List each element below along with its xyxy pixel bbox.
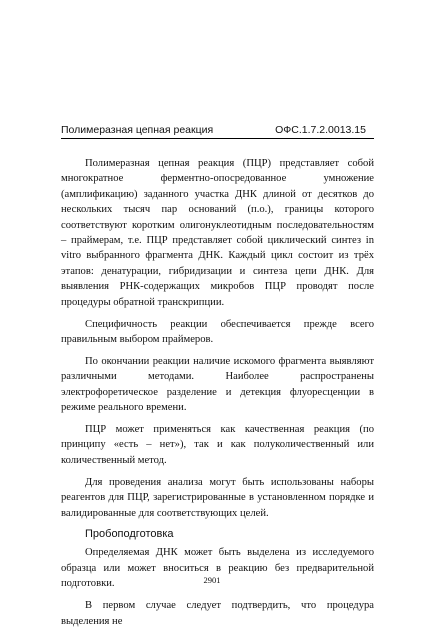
- body-text: [61, 156, 374, 635]
- paragraph-application: ПЦР может применяться как качественная реакция (по принципу «есть – нет»), так и как полуколичественный или количественный метод.: [61, 424, 374, 466]
- paragraph-pcr-definition: Полимеразная цепная реакция (ПЦР) представляет собой многократное ферментно-опосредованное умножение (амплификацию) заданного участка ДНК длиной от десятков до нескольких тысяч пар оснований (п.о.), границы которого соответствуют коротким олигонуклеотидным последовательностям – праймерам, т.е. ПЦР представляет собой циклический синтез in vitro выбранного фрагмента ДНК. Каждый цикл состоит из трёх этапов: денатурации, гибридизации и синтеза цепи ДНК. Для выявления РНК-содержащих микробов ПЦР проводят после процедуры обратной транскрипции.: [61, 158, 374, 308]
- section-heading: Пробоподготовка: [85, 528, 174, 541]
- paragraph-detection: По окончании реакции наличие искомого фрагмента выявляют различными методами. Наиболее распространены электрофоретическое разделение и детекция флуоресценции в режиме реального времени.: [61, 355, 374, 414]
- paragraph-reagents: Для проведения анализа могут быть использованы наборы реагентов для ПЦР, зарегистрированные в установленном порядке и валидированные для соответствующих целей.: [61, 476, 374, 519]
- paragraph-extraction: В первом случае следует подтвердить, что процедура выделения не: [61, 600, 374, 627]
- page-number: 2901: [203, 575, 221, 585]
- running-header: [61, 124, 374, 139]
- paragraph-specificity: Специфичность реакции обеспечивается прежде всего правильным выбором праймеров.: [61, 318, 374, 345]
- header-title: Полимеразная цепная реакция: [61, 124, 214, 136]
- header-code: ОФС.1.7.2.0013.15: [275, 124, 366, 136]
- paragraph-dna-source: Определяемая ДНК может быть выделена из исследуемого образца или может вноситься в реакцию без предварительной подготовки.: [61, 547, 374, 590]
